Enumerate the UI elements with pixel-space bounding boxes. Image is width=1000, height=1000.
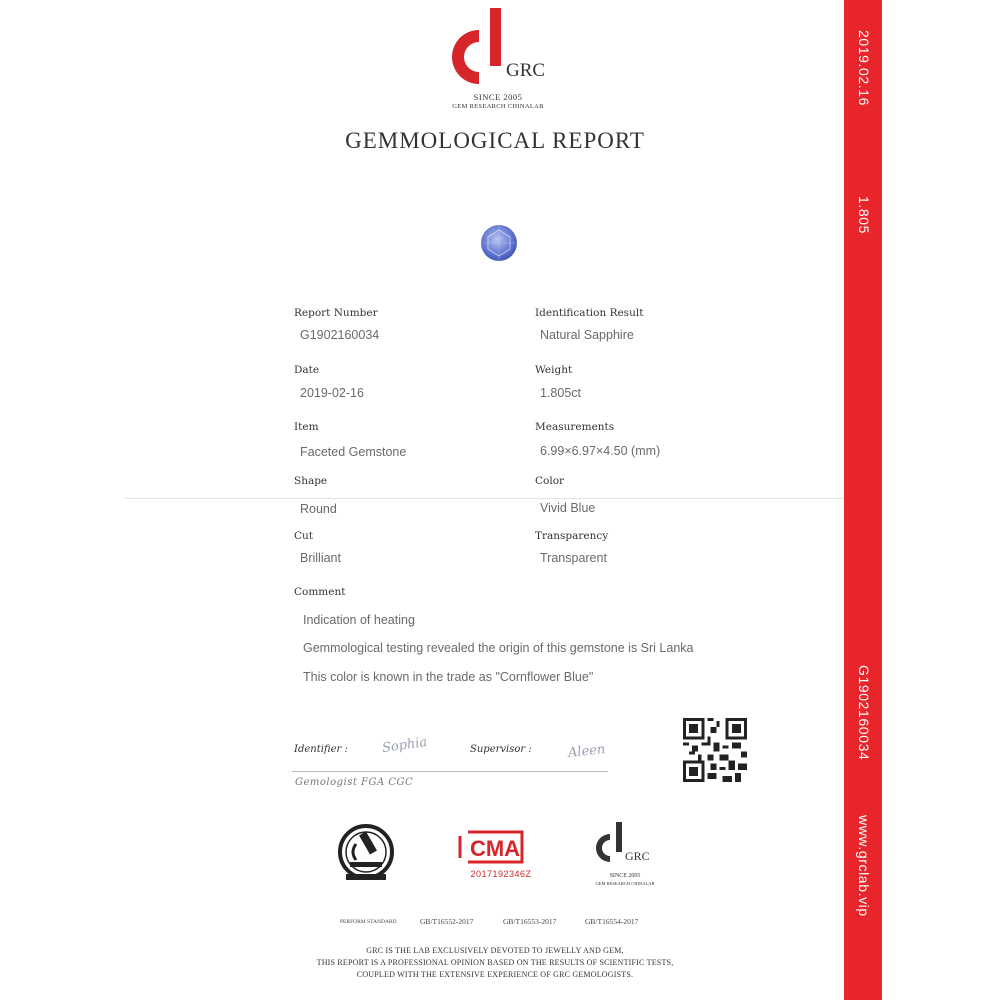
fold-line xyxy=(125,498,845,499)
lab-name: GEM RESEARCH CHINALAB xyxy=(452,103,544,110)
sapphire-gem-image xyxy=(480,224,518,262)
grc-small-since: SINCE 2005 xyxy=(609,873,641,879)
cma-logo-icon xyxy=(456,828,534,866)
identification-result-label: Identification Result xyxy=(535,307,644,319)
shape-value: Round xyxy=(300,502,337,516)
shape-label: Shape xyxy=(294,475,328,487)
page-title: GEMMOLOGICAL REPORT xyxy=(345,128,645,153)
strip-website[interactable]: www.grclab.vip xyxy=(856,815,872,917)
color-label: Color xyxy=(535,475,565,487)
cut-label: Cut xyxy=(294,530,314,542)
comment-line: Indication of heating xyxy=(303,613,415,627)
standard-item: GB/T16552-2017 xyxy=(420,917,474,926)
grc-small-logo-icon xyxy=(590,822,660,874)
comment-line: This color is known in the trade as "Cornflower Blue" xyxy=(303,670,594,684)
measurements-label: Measurements xyxy=(535,421,615,433)
identifier-signature: Sophia xyxy=(381,734,429,757)
comment-label: Comment xyxy=(294,586,346,598)
measurements-value: 6.99×6.97×4.50 (mm) xyxy=(540,444,661,458)
credentials-text: Gemologist FGA CGC xyxy=(295,777,414,788)
comment-line: Gemmological testing revealed the origin of this gemstone is Sri Lanka xyxy=(303,641,694,655)
microscope-seal-icon xyxy=(336,822,396,884)
footer-line: THIS REPORT IS A PROFESSIONAL OPINION BASED ON THE RESULTS OF SCIENTIFIC TESTS, xyxy=(316,958,674,967)
cut-value: Brilliant xyxy=(300,551,341,565)
standard-item: GB/T16553-2017 xyxy=(503,917,557,926)
report-number-value: G1902160034 xyxy=(300,328,380,342)
cma-number: 2017192346Z xyxy=(470,869,532,879)
date-label: Date xyxy=(294,364,320,376)
report-number-label: Report Number xyxy=(294,307,378,319)
footer-line: COUPLED WITH THE EXTENSIVE EXPERIENCE OF GRC GEMOLOGISTS. xyxy=(356,970,634,979)
qr-code-icon[interactable] xyxy=(683,718,747,782)
transparency-label: Transparency xyxy=(535,530,609,542)
date-value: 2019-02-16 xyxy=(300,386,364,400)
strip-date: 2019.02.16 xyxy=(856,30,872,107)
strip-weight: 1.805 xyxy=(856,196,872,235)
weight-value: 1.805ct xyxy=(540,386,582,400)
item-label: Item xyxy=(294,421,319,433)
signature-line xyxy=(292,771,608,772)
supervisor-label: Supervisor : xyxy=(470,744,532,755)
standard-item: GB/T16554-2017 xyxy=(585,917,639,926)
supervisor-signature: Aleen xyxy=(567,742,606,761)
grc-small-text: GRC xyxy=(625,849,650,863)
color-value: Vivid Blue xyxy=(540,501,596,515)
standard-label: PERFORM STANDARD xyxy=(340,919,397,925)
cma-text: CMA xyxy=(469,836,521,861)
weight-label: Weight xyxy=(535,364,573,376)
identification-result-value: Natural Sapphire xyxy=(540,328,634,342)
identifier-label: Identifier : xyxy=(294,744,348,755)
item-value: Faceted Gemstone xyxy=(300,445,407,459)
logo-text: GRC xyxy=(506,60,546,81)
since-text: SINCE 2005 xyxy=(473,92,523,102)
strip-report-number: G1902160034 xyxy=(856,665,872,761)
footer-line: GRC IS THE LAB EXCLUSIVELY DEVOTED TO JEWELLY AND GEM, xyxy=(366,946,624,955)
transparency-value: Transparent xyxy=(540,551,607,565)
grc-small-lab: GEM RESEARCH CHINALAB xyxy=(595,881,655,886)
